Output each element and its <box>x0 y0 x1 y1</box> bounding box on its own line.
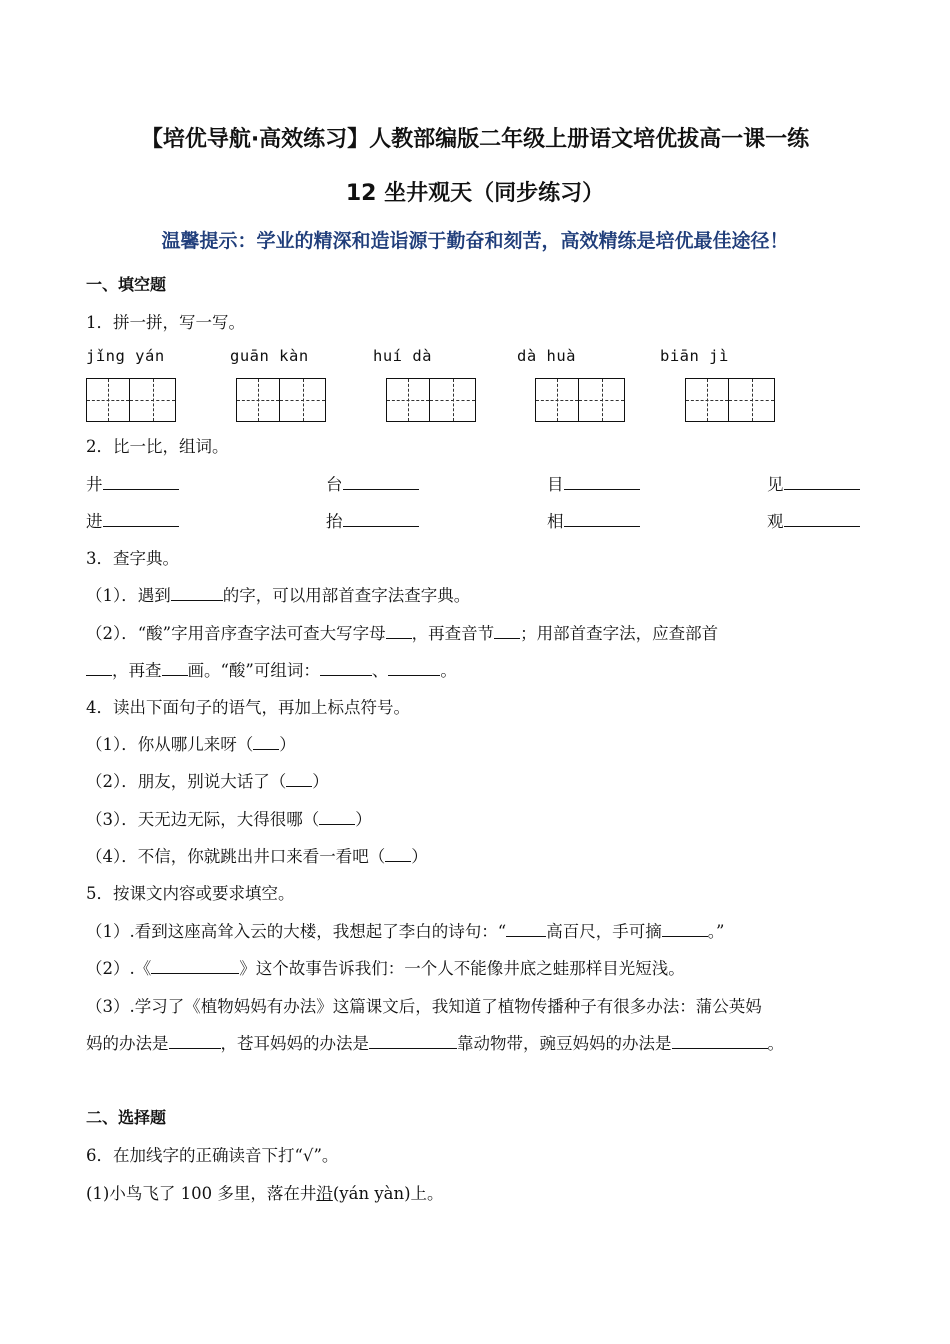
q2-char: 观 <box>767 512 784 531</box>
text-segment: ） <box>312 772 329 791</box>
q2-char: 井 <box>86 475 103 494</box>
text-segment: （2）．朋友，别说大话了（ <box>86 772 287 791</box>
text-segment: ） <box>279 735 296 754</box>
text-segment: 画。“酸”可组词： <box>187 661 320 680</box>
q4-prompt: 4．读出下面句子的语气，再加上标点符号。 <box>86 698 410 717</box>
answer-blank[interactable] <box>662 919 708 937</box>
text-segment: ，再查 <box>112 661 162 680</box>
answer-blank[interactable] <box>784 509 860 527</box>
answer-blank[interactable] <box>253 732 279 750</box>
answer-blank[interactable] <box>784 472 860 490</box>
text-segment: ） <box>411 847 428 866</box>
title-line-2: 12 坐井观天（同步练习） <box>345 181 605 206</box>
q5-part-3-cont <box>86 1030 784 1054</box>
q1-writing-grid-3[interactable] <box>386 378 476 422</box>
q2-prompt: 2．比一比，组词。 <box>86 437 229 456</box>
q5-part-2 <box>86 955 685 979</box>
text-segment: （3）.学习了《植物妈妈有办法》这篇课文后，我知道了植物传播种子有很多办法：蒲公英妈 <box>86 997 762 1016</box>
q3-part-1 <box>86 582 470 606</box>
q6-prompt: 6．在加线字的正确读音下打“√”。 <box>86 1146 339 1165</box>
q1-writing-grid-4[interactable] <box>535 378 625 422</box>
answer-blank[interactable] <box>151 956 239 974</box>
text-segment: 。 <box>440 661 457 680</box>
answer-blank[interactable] <box>103 509 179 527</box>
answer-blank[interactable] <box>672 1031 768 1049</box>
text-segment: ，苍耳妈妈的办法是 <box>220 1034 369 1053</box>
q1-pinyin-4: dà huà <box>517 347 576 365</box>
text-segment: 的字，可以用部首查字法查字典。 <box>222 586 471 605</box>
q3-part-2-cont <box>86 657 457 681</box>
text-segment: 。” <box>707 922 725 941</box>
answer-blank[interactable] <box>319 807 355 825</box>
q1-prompt: 1．拼一拼，写一写。 <box>86 313 245 332</box>
q6-part-1 <box>86 1180 444 1204</box>
text-segment: (yán yàn)上。 <box>332 1184 444 1203</box>
answer-blank[interactable] <box>564 509 640 527</box>
q2-char: 台 <box>326 475 343 494</box>
q5-part-1 <box>86 918 724 942</box>
q2-char: 目 <box>547 475 564 494</box>
q2-item <box>86 508 179 532</box>
text-segment: （1）.看到这座高耸入云的大楼，我想起了李白的诗句：“ <box>86 922 507 941</box>
title-line-1: 【培优导航·高效练习】人教部编版二年级上册语文培优拔高一课一练 <box>140 127 810 152</box>
answer-blank[interactable] <box>320 658 372 676</box>
text-segment: ） <box>355 810 372 829</box>
text-segment: （4）．不信，你就跳出井口来看一看吧（ <box>86 847 386 866</box>
answer-blank[interactable] <box>494 621 520 639</box>
text-segment: （2）．“酸”字用音序查字法可查大写字母 <box>86 624 386 643</box>
q2-item <box>547 508 640 532</box>
q4-item-1 <box>86 731 296 755</box>
answer-blank[interactable] <box>86 658 112 676</box>
q2-item <box>767 471 860 495</box>
q1-writing-grid-2[interactable] <box>236 378 326 422</box>
text-segment: 、 <box>371 661 389 680</box>
q3-prompt: 3．查字典。 <box>86 549 179 568</box>
answer-blank[interactable] <box>343 472 419 490</box>
section-fill-in-heading: 一、填空题 <box>86 275 167 294</box>
text-segment: 》这个故事告诉我们：一个人不能像井底之蛙那样目光短浅。 <box>239 959 685 978</box>
q3-part-2 <box>86 620 718 644</box>
q5-part-3 <box>86 993 762 1017</box>
answer-blank[interactable] <box>369 1031 457 1049</box>
answer-blank[interactable] <box>169 1031 221 1049</box>
answer-blank[interactable] <box>506 919 546 937</box>
answer-blank[interactable] <box>286 769 312 787</box>
text-segment: 。 <box>767 1034 784 1053</box>
q5-prompt: 5．按课文内容或要求填空。 <box>86 884 295 903</box>
text-segment: 高百尺，手可摘 <box>546 922 662 941</box>
answer-blank[interactable] <box>388 658 440 676</box>
text-segment: (1)小鸟飞了 100 多里，落在井 <box>86 1184 317 1203</box>
text-segment: （2）.《 <box>86 959 152 978</box>
q4-item-3 <box>86 806 372 830</box>
answer-blank[interactable] <box>386 621 412 639</box>
text-segment: ，再查音节 <box>411 624 495 643</box>
text-segment: 靠动物带，豌豆妈妈的办法是 <box>457 1034 672 1053</box>
text-segment: （1）．你从哪儿来呀（ <box>86 735 254 754</box>
q4-item-2 <box>86 768 329 792</box>
q2-char: 见 <box>767 475 784 494</box>
text-segment: 妈的办法是 <box>86 1034 169 1053</box>
answer-blank[interactable] <box>171 583 223 601</box>
text-segment: （3）．天无边无际，大得很哪（ <box>86 810 320 829</box>
q2-item <box>547 471 640 495</box>
q1-writing-grid-1[interactable] <box>86 378 176 422</box>
q2-item <box>767 508 860 532</box>
q2-char: 抬 <box>326 512 343 531</box>
text-segment: （1）．遇到 <box>86 586 171 605</box>
tip-line: 温馨提示：学业的精深和造诣源于勤奋和刻苦，高效精练是培优最佳途径！ <box>161 230 789 252</box>
q2-item <box>86 471 179 495</box>
q2-item <box>326 508 419 532</box>
answer-blank[interactable] <box>564 472 640 490</box>
q4-item-4 <box>86 843 428 867</box>
q2-char: 进 <box>86 512 103 531</box>
q2-char: 相 <box>547 512 564 531</box>
q1-pinyin-2: guān kàn <box>230 347 309 365</box>
q2-item <box>326 471 419 495</box>
answer-blank[interactable] <box>103 472 179 490</box>
answer-blank[interactable] <box>343 509 419 527</box>
section-choice-heading: 二、选择题 <box>86 1108 167 1127</box>
q1-pinyin-3: huí dà <box>373 347 432 365</box>
answer-blank[interactable] <box>162 658 188 676</box>
q1-pinyin-1: jǐng yán <box>86 347 165 365</box>
q1-pinyin-5: biān jì <box>660 347 729 365</box>
answer-blank[interactable] <box>385 844 411 862</box>
q1-writing-grid-5[interactable] <box>685 378 775 422</box>
underlined-char: 沿 <box>316 1184 333 1203</box>
text-segment: ；用部首查字法，应查部首 <box>520 624 719 643</box>
